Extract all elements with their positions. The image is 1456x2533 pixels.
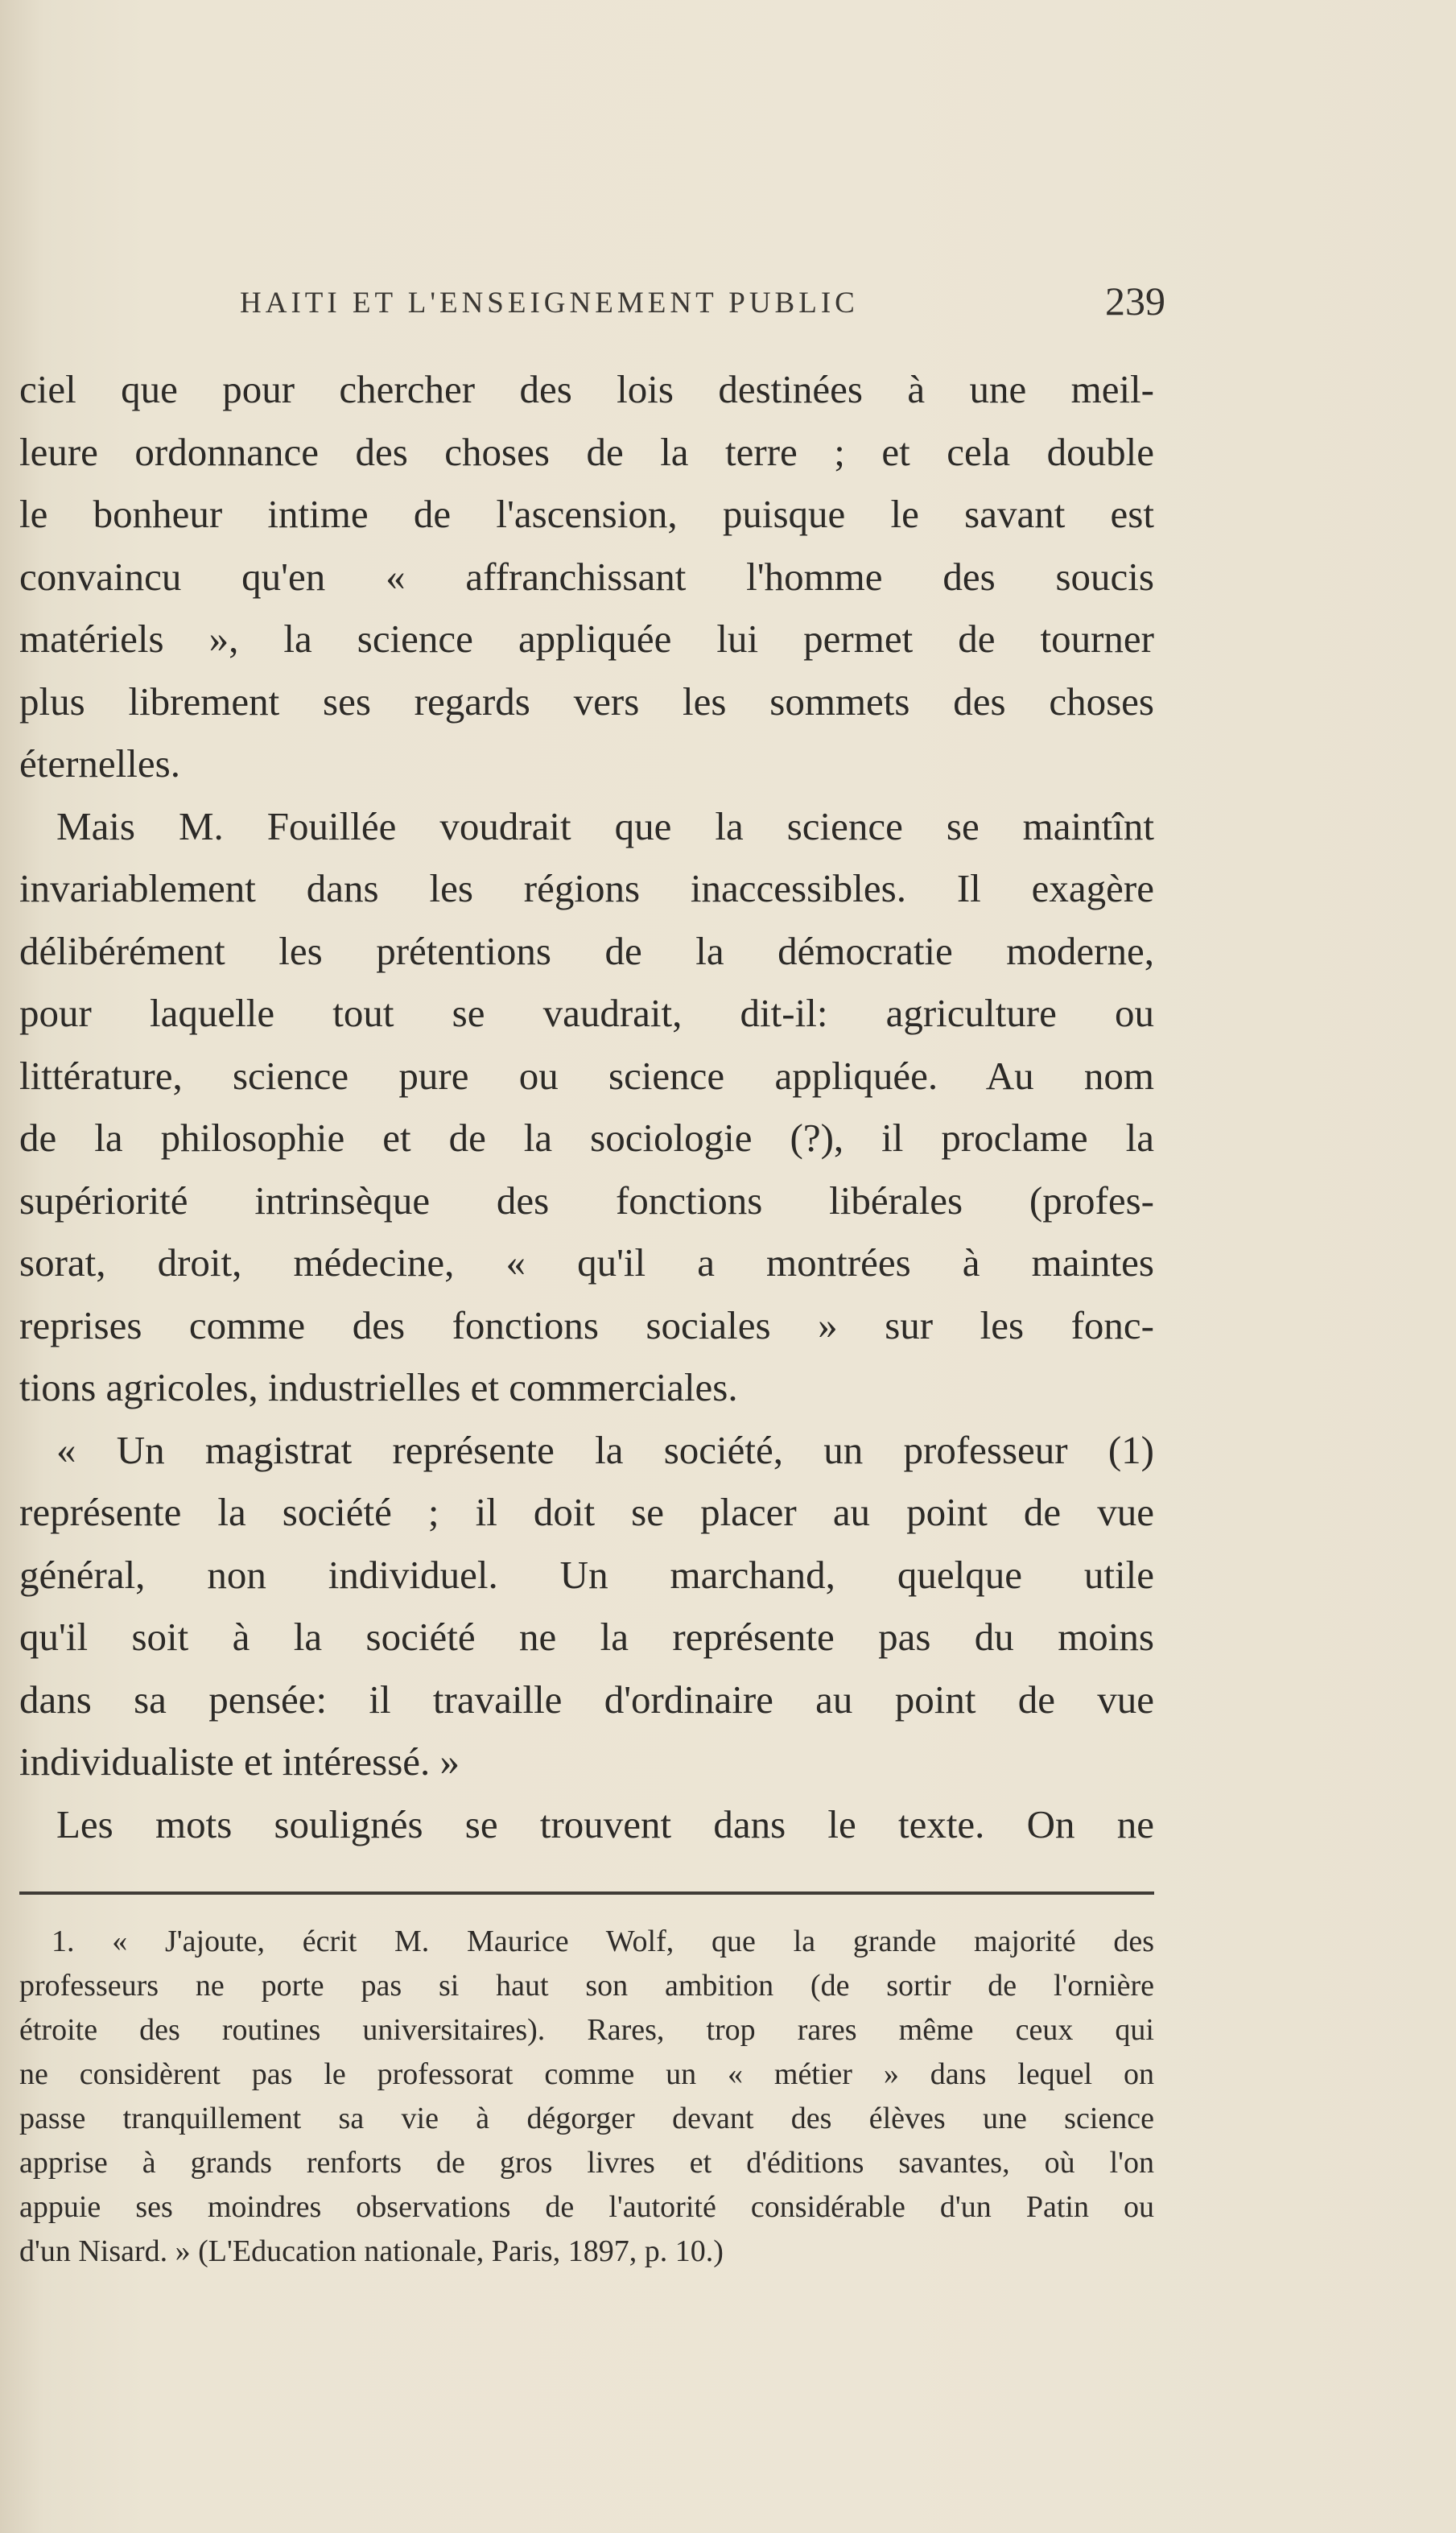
body-line: sorat, droit, médecine, « qu'il a montrées à maintes (19, 1240, 1154, 1285)
body-line: individualiste et intéressé. » (19, 1739, 460, 1784)
body-line: reprises comme des fonctions sociales » sur les fonc- (19, 1302, 1154, 1347)
body-line: matériels », la science appliquée lui permet de tourner (19, 617, 1154, 661)
footnote-line: apprise à grands renforts de gros livres et d'éditions savantes, où l'on (19, 2146, 1154, 2180)
body-line: éternelles. (19, 741, 180, 786)
body-line: littérature, science pure ou science appliquée. Au nom (19, 1053, 1154, 1098)
body-line: plus librement ses regards vers les sommets des choses (19, 679, 1154, 724)
body-line: représente la société ; il doit se placer au point de vue (19, 1490, 1154, 1534)
body-line: « Un magistrat représente la société, un professeur (1) (56, 1427, 1154, 1472)
footnotes (19, 1920, 1154, 2274)
body-line: ciel que pour chercher des lois destinées à une meil- (19, 367, 1154, 411)
body-line: délibérément les prétentions de la démocratie moderne, (19, 928, 1154, 973)
footnote-line: appuie ses moindres observations de l'autorité considérable d'un Patin ou (19, 2190, 1154, 2224)
footnote-line: ne considèrent pas le professorat comme un « métier » dans lequel on (19, 2057, 1154, 2091)
body-line: supériorité intrinsèque des fonctions libérales (profes- (19, 1178, 1154, 1223)
body-line: convaincu qu'en « affranchissant l'homme des soucis (19, 554, 1154, 599)
body-line: Mais M. Fouillée voudrait que la science se maintînt (56, 803, 1154, 848)
footnote-divider (19, 1891, 1154, 1895)
body-line: pour laquelle tout se vaudrait, dit-il: agriculture ou (19, 991, 1154, 1035)
body-line: leure ordonnance des choses de la terre ; et cela double (19, 429, 1154, 474)
page-number: 239 (1105, 278, 1165, 324)
footnote-line: 1. « J'ajoute, écrit M. Maurice Wolf, que la grande majorité des (52, 1925, 1154, 1958)
body-text (19, 358, 1154, 1855)
body-line: invariablement dans les régions inaccessibles. Il exagère (19, 866, 1154, 910)
body-line: Les mots soulignés se trouvent dans le texte. On ne (56, 1801, 1154, 1846)
footnote-line: étroite des routines universitaires). Rares, trop rares même ceux qui (19, 2013, 1154, 2047)
body-line: général, non individuel. Un marchand, quelque utile (19, 1552, 1154, 1597)
footnote-line: professeurs ne porte pas si haut son ambition (de sortir de l'ornière (19, 1969, 1154, 2003)
body-line: tions agricoles, industrielles et commerciales. (19, 1365, 738, 1409)
body-line: de la philosophie et de la sociologie (?), il proclame la (19, 1116, 1154, 1160)
body-line: dans sa pensée: il travaille d'ordinaire au point de vue (19, 1677, 1154, 1722)
body-line: le bonheur intime de l'ascension, puisque le savant est (19, 492, 1154, 536)
running-title: HAITI ET L'ENSEIGNEMENT PUBLIC (240, 287, 859, 320)
body-line: qu'il soit à la société ne la représente pas du moins (19, 1615, 1154, 1659)
page-header (240, 278, 1165, 326)
footnote-line: passe tranquillement sa vie à dégorger devant des élèves une science (19, 2102, 1154, 2135)
footnote-line: d'un Nisard. » (L'Education nationale, Paris, 1897, p. 10.) (19, 2234, 724, 2268)
